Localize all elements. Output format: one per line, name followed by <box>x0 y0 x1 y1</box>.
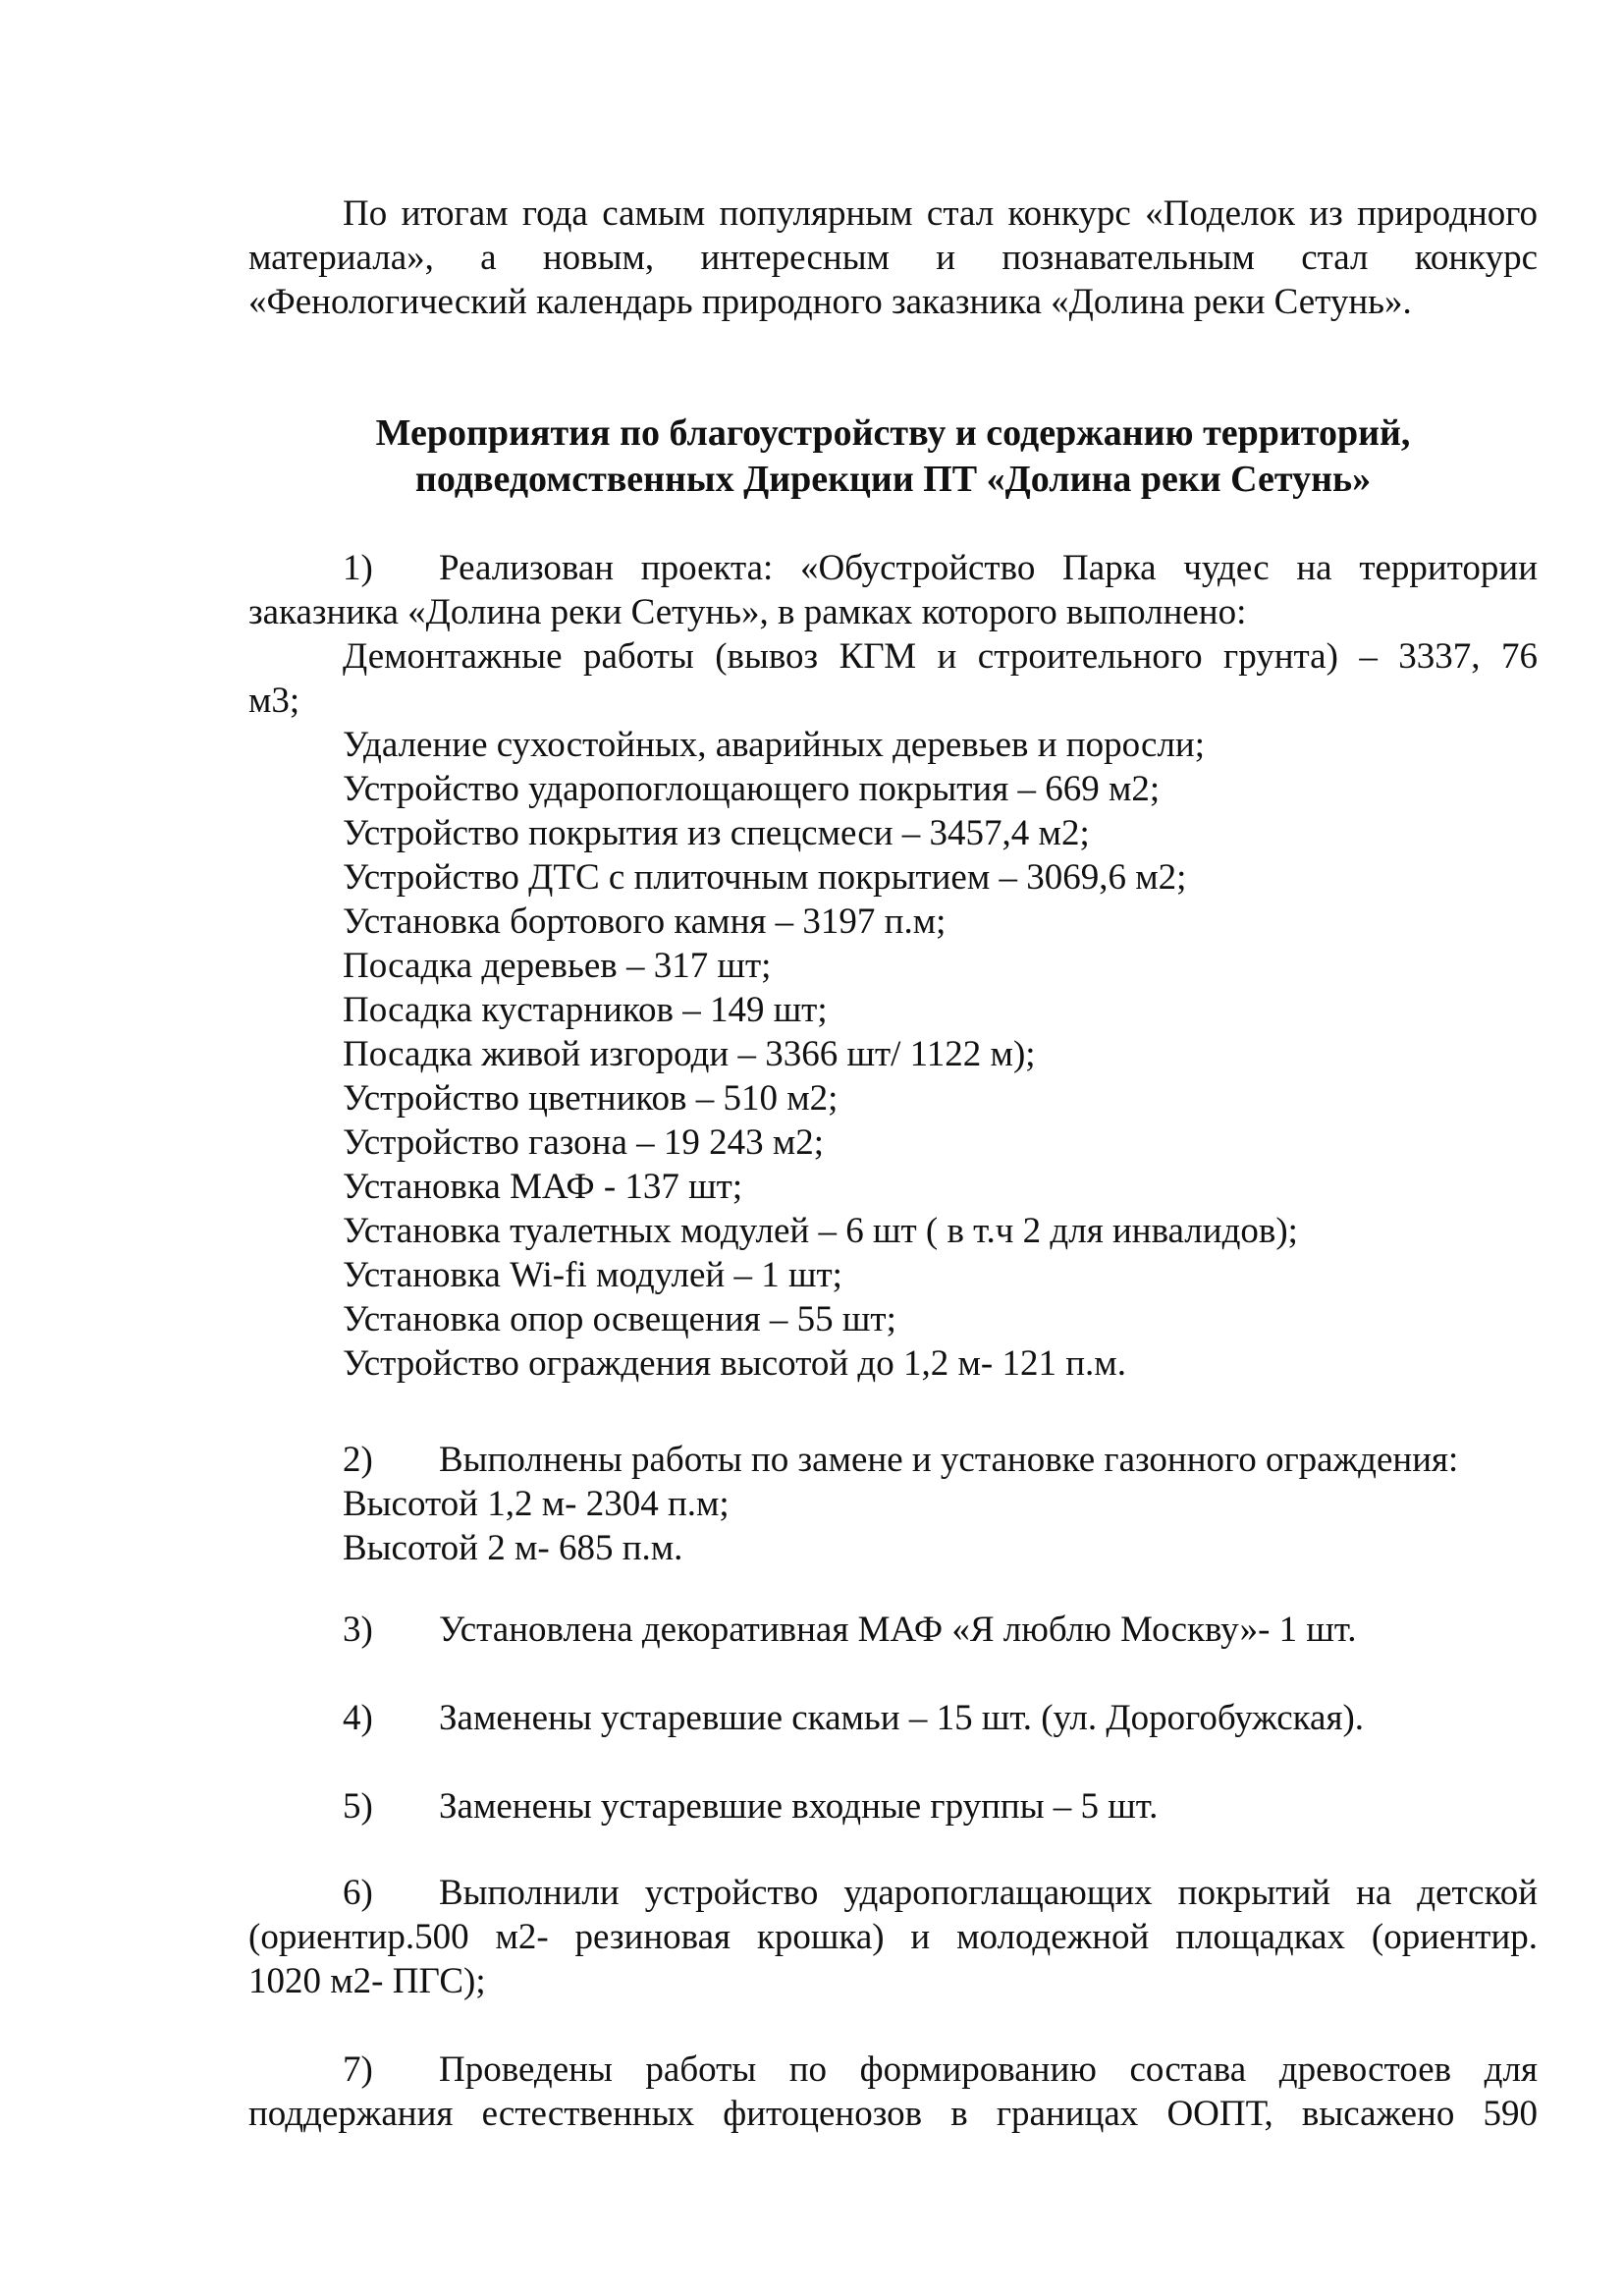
intro-line: «Фенологический календарь природного заказника «Долина реки Сетунь». <box>248 282 1412 322</box>
list-line: Устройство ДТС с плиточным покрытием – 3069,6 м2; <box>343 857 1187 898</box>
item-text: м3; <box>248 681 300 721</box>
item-number: 1) <box>343 548 373 588</box>
intro-line: По итогам года самым популярным стал конкурс «Поделок из природного <box>343 193 1538 234</box>
item-number: 3) <box>343 1610 373 1650</box>
list-line: Установка МАФ - 137 шт; <box>343 1167 743 1207</box>
item-number: 2) <box>343 1440 373 1480</box>
item-line <box>248 1438 1538 1482</box>
heading-line: Мероприятия по благоустройству и содержанию территорий, <box>375 412 1411 454</box>
item-number: 5) <box>343 1786 373 1827</box>
item-text: Установлена декоративная МАФ «Я люблю Москву»- 1 шт. <box>439 1610 1357 1650</box>
item-text: Выполнили устройство ударопоглащающих покрытий на детской <box>439 1873 1538 1913</box>
item-text: Выполнены работы по замене и установке газонного ограждения: <box>439 1440 1459 1480</box>
item-line <box>248 546 1538 590</box>
item-text: Реализован проекта: «Обустройство Парка чудес на территории <box>439 548 1538 588</box>
heading-line: подведомственных Дирекции ПТ «Долина реки Сетунь» <box>414 459 1372 500</box>
list-line: Устройство ударопоглощающего покрытия – 669 м2; <box>343 769 1161 809</box>
list-item-7 <box>248 2048 1538 2136</box>
list-item-5 <box>248 1784 1538 1829</box>
list-line: Устройство покрытия из спецсмеси – 3457,4 м2; <box>343 813 1090 853</box>
item-text: 1020 м2- ПГС); <box>248 1961 486 2001</box>
item-line <box>248 2048 1538 2092</box>
list-line: Посадка деревьев – 317 шт; <box>343 946 772 986</box>
item-line <box>248 1608 1538 1652</box>
list-line: Устройство ограждения высотой до 1,2 м- 121 п.м. <box>343 1343 1126 1384</box>
list-item-3 <box>248 1608 1538 1652</box>
list-line: Высотой 2 м- 685 п.м. <box>343 1528 683 1568</box>
list-line: Установка бортового камня – 3197 п.м; <box>343 901 947 942</box>
item-text: Демонтажные работы (вывоз КГМ и строительного грунта) – 3337, 76 <box>343 636 1538 677</box>
list-line: Посадка кустарников – 149 шт; <box>343 990 828 1030</box>
section-heading <box>248 410 1538 503</box>
item-line <box>248 1871 1538 1915</box>
list-line: Устройство газона – 19 243 м2; <box>343 1122 825 1163</box>
list-line: Установка опор освещения – 55 шт; <box>343 1299 896 1339</box>
item-line <box>248 1784 1538 1829</box>
list-line: Установка Wi-fi модулей – 1 шт; <box>343 1255 842 1295</box>
fence-list <box>248 1482 1538 1570</box>
item-number: 6) <box>343 1873 373 1913</box>
intro-line: материала», а новым, интересным и познавательным стал конкурс <box>248 238 1538 278</box>
item-line <box>248 1696 1538 1740</box>
list-line: Установка туалетных модулей – 6 шт ( в т.ч 2 для инвалидов); <box>343 1211 1298 1251</box>
item-text: Заменены устаревшие скамьи – 15 шт. (ул. Дорогобужская). <box>439 1698 1365 1738</box>
item-text: Заменены устаревшие входные группы – 5 шт. <box>439 1786 1159 1827</box>
list-item-6 <box>248 1871 1538 2003</box>
item-text: (ориентир.500 м2- резиновая крошка) и молодежной площадках (ориентир. <box>248 1917 1538 1957</box>
item-text: поддержания естественных фитоценозов в границах ООПТ, высажено 590 <box>248 2094 1538 2134</box>
intro-paragraph <box>248 191 1538 324</box>
list-item-4 <box>248 1696 1538 1740</box>
item-number: 4) <box>343 1698 373 1738</box>
list-item-2 <box>248 1438 1538 1570</box>
work-list <box>248 723 1538 1386</box>
item-text: заказника «Долина реки Сетунь», в рамках которого выполнено: <box>248 592 1247 632</box>
item-text: Проведены работы по формированию состава древостоев для <box>439 2049 1538 2090</box>
list-item-1 <box>248 546 1538 1386</box>
list-line: Высотой 1,2 м- 2304 п.м; <box>343 1484 730 1524</box>
list-line: Посадка живой изгороди – 3366 шт/ 1122 м); <box>343 1034 1036 1074</box>
list-line: Устройство цветников – 510 м2; <box>343 1078 839 1119</box>
item-number: 7) <box>343 2049 373 2090</box>
list-line: Удаление сухостойных, аварийных деревьев и поросли; <box>343 725 1205 765</box>
